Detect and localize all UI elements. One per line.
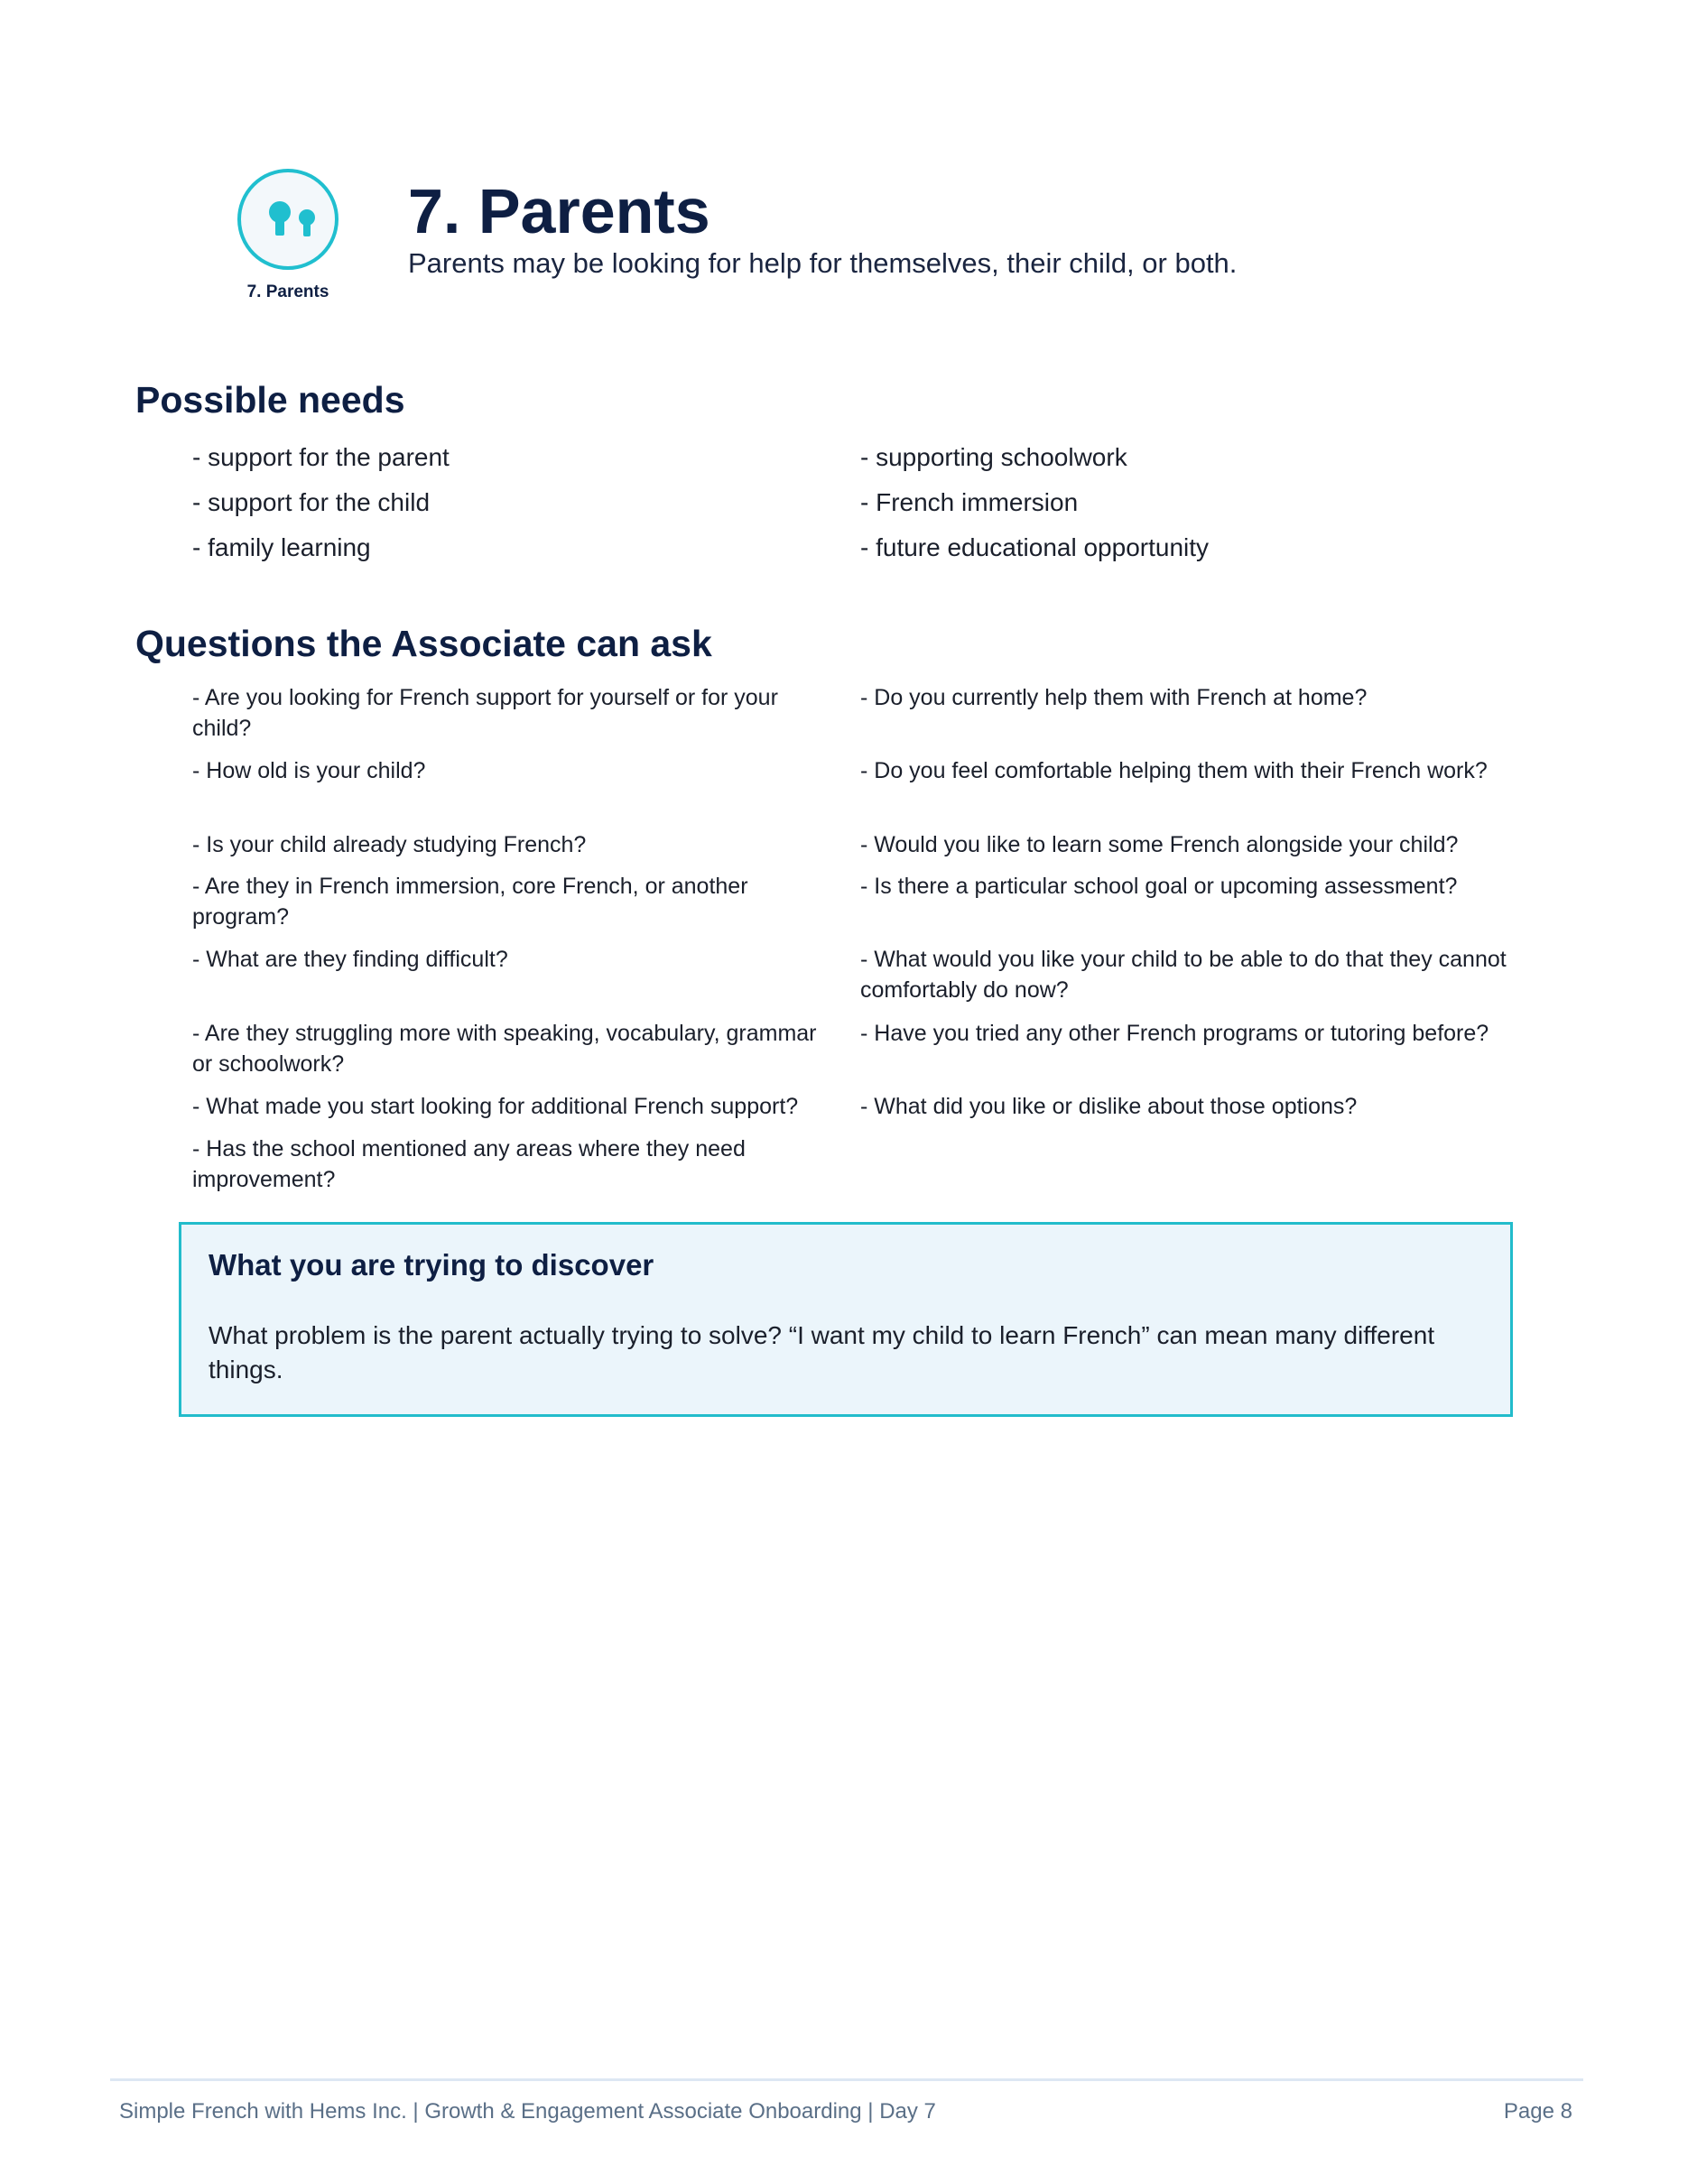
need-item: - family learning xyxy=(192,533,371,561)
question-item: - Have you tried any other French programs or tutoring before? xyxy=(860,1021,1489,1046)
possible-needs-heading: Possible needs xyxy=(135,379,405,421)
question-item: - What would you like your child to be able to do that they cannot comfortably do now? xyxy=(860,947,1507,1003)
section-icon-block xyxy=(235,169,341,302)
question-item: - Do you feel comfortable helping them with their French work? xyxy=(860,758,1488,783)
question-item: - Is your child already studying French? xyxy=(192,832,587,857)
question-item: - Are they struggling more with speaking, vocabulary, grammar or schoolwork? xyxy=(192,1021,817,1077)
callout-heading: What you are trying to discover xyxy=(209,1248,654,1282)
need-item: - French immersion xyxy=(860,488,1079,516)
page-title: 7. Parents xyxy=(408,176,710,246)
page-number: Page 8 xyxy=(1503,2099,1572,2124)
parents-icon xyxy=(237,169,339,270)
discovery-callout xyxy=(179,1222,1513,1417)
need-item: - future educational opportunity xyxy=(860,533,1210,561)
question-item: - Do you currently help them with French at home? xyxy=(860,685,1368,710)
question-item: - Are they in French immersion, core French, or another program? xyxy=(192,874,748,930)
page-subtitle: Parents may be looking for help for themselves, their child, or both. xyxy=(408,247,1238,279)
needs-right-list xyxy=(860,442,1501,578)
question-item: - Are you looking for French support for yourself or for your child? xyxy=(192,685,778,741)
callout-body: What problem is the parent actually trying to solve? “I want my child to learn French” can mean many different things. xyxy=(209,1321,1435,1384)
icon-caption: 7. Parents xyxy=(246,282,329,301)
question-item: - Is there a particular school goal or upcoming assessment? xyxy=(860,874,1458,899)
need-item: - support for the child xyxy=(192,488,431,516)
footer-text: Simple French with Hems Inc. | Growth & Engagement Associate Onboarding | Day 7 xyxy=(119,2099,936,2124)
question-item: - What are they finding difficult? xyxy=(192,947,508,972)
footer-divider xyxy=(110,2078,1583,2081)
questions-heading: Questions the Associate can ask xyxy=(135,623,712,664)
question-item: - What made you start looking for additional French support? xyxy=(192,1094,799,1119)
question-item: - Would you like to learn some French alongside your child? xyxy=(860,832,1459,857)
need-item: - supporting schoolwork xyxy=(860,443,1127,471)
question-item: - How old is your child? xyxy=(192,758,426,783)
question-item: - Has the school mentioned any areas where they need improvement? xyxy=(192,1136,746,1192)
needs-left-list xyxy=(192,442,833,578)
need-item: - support for the parent xyxy=(192,443,450,471)
question-item: - What did you like or dislike about those options? xyxy=(860,1094,1358,1119)
